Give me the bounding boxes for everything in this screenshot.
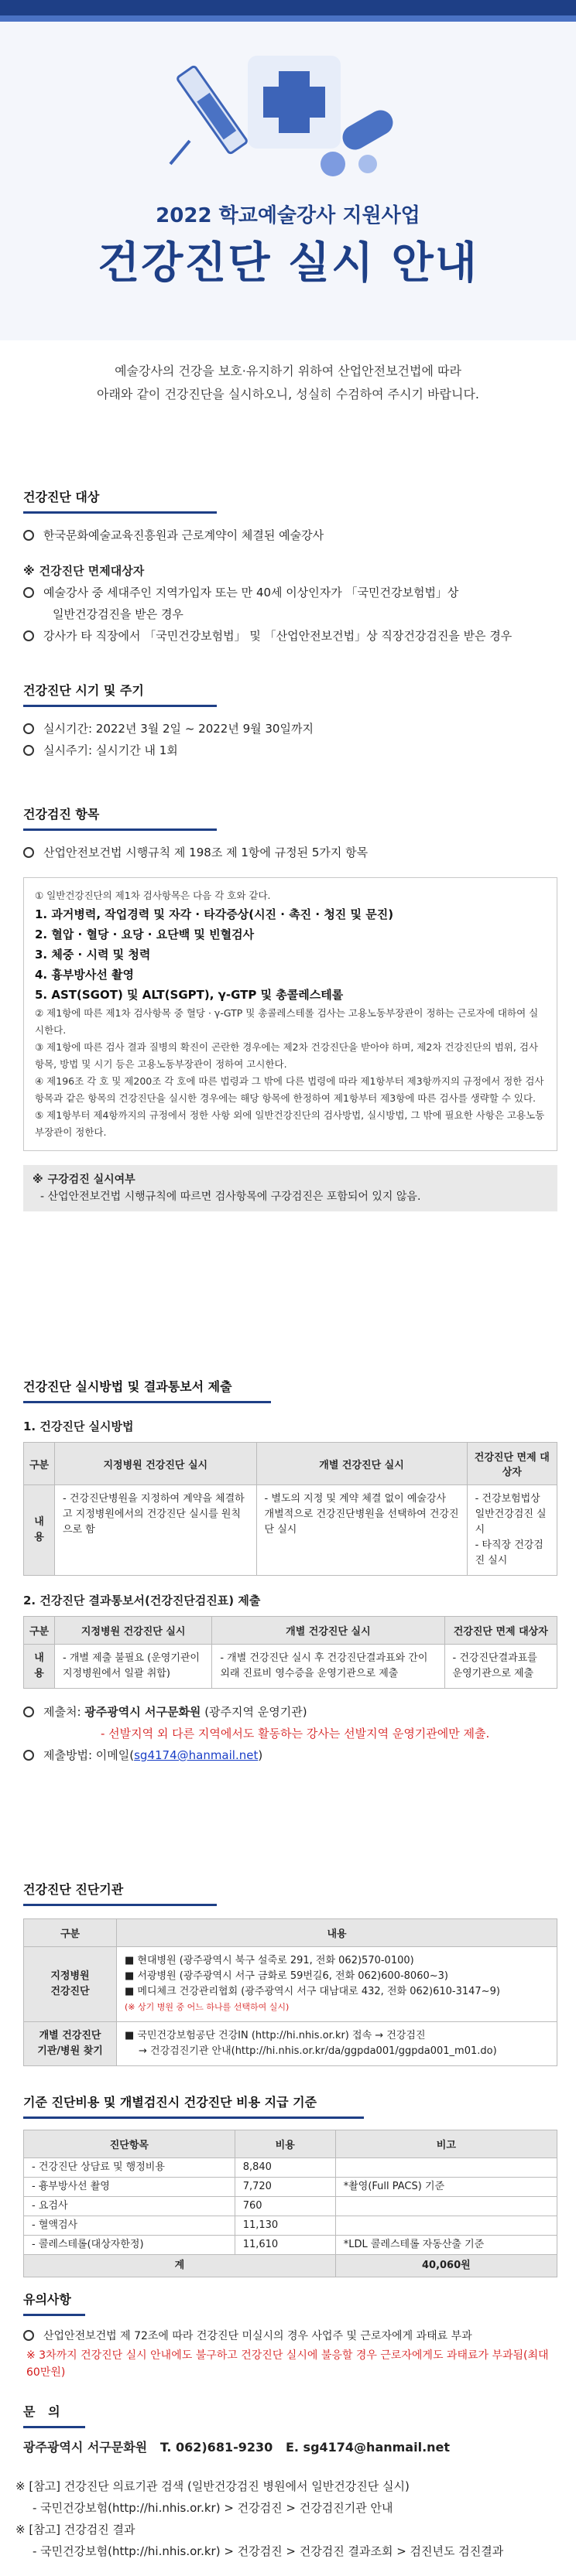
- law-excerpt-box: [23, 877, 557, 1151]
- table-row: - 요검사 760: [24, 2197, 557, 2216]
- intro-text: [0, 360, 576, 406]
- hospital-link[interactable]: ■ 국민건강보험공단 건강IN (http://hi.nhis.or.kr) 접속 → 건강검진: [125, 2030, 426, 2041]
- box-note: ⑤ 제1항부터 제4항까지의 규정에서 정한 사항 외에 일반건강진단의 검사방법, 실시방법, 그 밖에 필요한 사항은 고용노동부장관이 정한다.: [35, 1109, 545, 1138]
- oral-exam-title: ※ 구강검진 실시여부: [33, 1174, 135, 1186]
- cost-table: [23, 2130, 557, 2277]
- bullet-circle-icon: [23, 630, 34, 641]
- box-list-item: 5. AST(SGOT) 및 ALT(SGPT), γ-GTP 및 총콜레스테롤: [35, 988, 344, 1002]
- table-header: 지정병원 건강진단 실시: [55, 1443, 257, 1485]
- caution-item: 산업안전보건법 제 72조에 따라 건강진단 미실시의 경우 사업주 및 근로자에게 과태료 부과: [23, 2325, 557, 2347]
- box-list-item: 2. 혈압 · 혈당 · 요당 · 요단백 및 빈혈검사: [35, 928, 255, 941]
- header-accent-bar: [0, 15, 576, 22]
- table-cell: [117, 2022, 557, 2066]
- intro-line: 아래와 같이 건강진단을 실시하오니, 성실히 수검하여 주시기 바랍니다.: [97, 387, 479, 401]
- bullet-circle-icon: [23, 723, 34, 734]
- box-list-item: 1. 과거병력, 작업경력 및 자각 · 타각증상(시진 · 촉진 · 청진 및 문진): [35, 907, 394, 921]
- submit-table: [23, 1616, 557, 1689]
- list-item: 강사가 타 직장에서 「국민건강보험법」 및 「산업안전보건법」상 직장건강검진을 받은 경우: [23, 625, 557, 647]
- submit-warning: - 선발지역 외 다른 지역에서도 활동하는 강사는 선발지역 운영기관에만 제출.: [101, 1727, 490, 1741]
- ref-note: ※ [참고] 건강검진 결과: [15, 2523, 135, 2537]
- table-row-label: 지정병원 건강진단: [24, 1947, 117, 2022]
- section-title: 건강진단 대상: [23, 487, 217, 514]
- table-row: - 콜레스테롤(대상자한정) 11,610 *LDL 콜레스테롤 자동산출 기준: [24, 2236, 557, 2255]
- table-cell: - 개별 제출 불필요 (운영기관이 지정병원에서 일괄 취합): [55, 1645, 212, 1689]
- method-table: [23, 1442, 557, 1576]
- section-items: [23, 805, 557, 1211]
- box-note: ② 제1항에 따른 제1차 검사항목 중 혈당 · γ-GTP 및 총콜레스테롤 검사는 고용노동부장관이 정하는 근로자에 대하여 실시한다.: [35, 1007, 539, 1036]
- hospital-note: (※ 상기 병원 중 어느 하나를 선택하여 실시): [125, 2002, 290, 2012]
- oral-exam-text: - 산업안전보건법 시행규칙에 따르면 검사항목에 구강검진은 포함되어 있지 않음.: [40, 1191, 421, 1203]
- bullet-circle-icon: [23, 745, 34, 756]
- table-header: 비용: [235, 2130, 335, 2158]
- hospital-item: ■ 메디체크 건강관리협회 (광주광역시 서구 대남대로 432, 전화 062)610-3147~9): [125, 1986, 500, 1997]
- intro-line: 예술강사의 건강을 보호·유지하기 위하여 산업안전보건법에 따라: [115, 364, 461, 378]
- table-row: - 흉부방사선 촬영 7,720 *촬영(Full PACS) 기준: [24, 2178, 557, 2197]
- section-title: 건강진단 실시방법 및 결과통보서 제출: [23, 1377, 271, 1403]
- table-row-label: 내용: [24, 1645, 55, 1689]
- header-banner: [0, 0, 576, 340]
- table-cell: - 개별 건강진단 실시 후 건강진단결과표와 간이 외래 진료비 영수증을 운영기관으로 제출: [212, 1645, 444, 1689]
- bullet-circle-icon: [23, 530, 34, 541]
- hospital-item: ■ 서광병원 (광주광역시 서구 금화로 59번길6, 전화 062)600-8060~3): [125, 1970, 448, 1982]
- table-header: 구분: [24, 1443, 55, 1485]
- ref-link[interactable]: - 국민건강보험(http://hi.nhis.or.kr) > 건강검진 > 건강검진기관 안내: [33, 2501, 393, 2515]
- hospital-link[interactable]: → 건강검진기관 안내(http://hi.nhis.or.kr/da/ggpda001/ggpda001_m01.do): [139, 2045, 497, 2057]
- box-intro: ① 일반건강진단의 제1차 검사항목은 다음 각 호와 같다.: [35, 890, 271, 901]
- bullet-circle-icon: [23, 2330, 34, 2341]
- table-header: 개별 건강진단 실시: [212, 1617, 444, 1645]
- ref-link[interactable]: - 국민건강보험(http://hi.nhis.or.kr) > 건강검진 > 건강검진 결과조회 > 검진년도 검진결과: [33, 2544, 504, 2558]
- ref-note: ※ [참고] 건강진단 의료기관 검색 (일반건강검진 병원에서 일반건강진단 실시): [15, 2479, 410, 2493]
- bullet-circle-icon: [23, 1707, 34, 1717]
- list-item: 산업안전보건법 시행규칙 제 198조 제 1항에 규정된 5가지 항목: [23, 842, 557, 863]
- section-title: 기준 진단비용 및 개별검진시 건강진단 비용 지급 기준: [23, 2093, 364, 2119]
- oral-exam-box: [23, 1165, 557, 1211]
- bullet-circle-icon: [23, 1750, 34, 1761]
- contact-info: 광주광역시 서구문화원 T. 062)681-9230 E. sg4174@hanmail.net: [23, 2440, 451, 2455]
- list-item: 예술강사 중 세대주인 지역가입자 또는 만 40세 이상인자가 「국민건강보험법」상: [23, 582, 557, 603]
- section-target: [23, 487, 557, 647]
- box-note: ③ 제1항에 따른 검사 결과 질병의 확진이 곤란한 경우에는 제2차 건강진단을 받아야 하며, 제2차 건강진단의 범위, 검사항목, 방법 및 시기 등은 고용노동부장관이 정하여 고시한다.: [35, 1041, 538, 1070]
- table-header: 지정병원 건강진단 실시: [55, 1617, 212, 1645]
- list-item: 한국문화예술교육진흥원과 근로계약이 체결된 예술강사: [23, 524, 557, 546]
- section-method: [23, 1377, 557, 1766]
- subsection-title: 2. 건강진단 결과통보서(건강진단검진표) 제출: [23, 1594, 261, 1607]
- table-header: 건강진단 면제 대상자: [444, 1617, 557, 1645]
- table-header: 건강진단 면제 대상자: [467, 1443, 557, 1485]
- section-refs: [15, 2475, 550, 2562]
- list-item: 실시기간: 2022년 3월 2일 ~ 2022년 9월 30일까지: [23, 718, 557, 740]
- box-list-item: 4. 흉부방사선 촬영: [35, 968, 135, 982]
- table-row: - 건강진단 상담료 및 행정비용 8,840: [24, 2158, 557, 2178]
- bullet-circle-icon: [23, 587, 34, 598]
- medical-illustration-icon: [155, 48, 410, 187]
- section-caution: [23, 2290, 557, 2381]
- box-note: ④ 제196조 각 호 및 제200조 각 호에 따른 법령과 그 밖에 다른 법령에 따라 제1항부터 제3항까지의 규정에서 정한 검사항목과 같은 항목의 건강진단을 실시한 경우에는 해당 항목에 한정하여 제1항부터 제3항에 따른 검사를 생략할 수 있다.: [35, 1075, 544, 1104]
- table-header: 개별 건강진단 실시: [256, 1443, 467, 1485]
- section-title: 건강검진 항목: [23, 805, 217, 831]
- table-cell: - 별도의 지정 및 계약 체결 없이 예술강사 개별적으로 건강진단병원을 선택하여 건강진단 실시: [256, 1485, 467, 1576]
- hospital-table: [23, 1918, 557, 2066]
- table-header: 비고: [335, 2130, 557, 2158]
- header-top-bar: [0, 0, 576, 15]
- page-title: 건강진단 실시 안내: [98, 238, 478, 289]
- submit-place: 제출처: 광주광역시 서구문화원 (광주지역 운영기관): [23, 1701, 557, 1723]
- bullet-circle-icon: [23, 847, 34, 858]
- list-item: 실시주기: 실시기간 내 1회: [23, 740, 557, 761]
- table-cell: - 건강진단결과표를 운영기관으로 제출: [444, 1645, 557, 1689]
- section-title: 문 의: [23, 2402, 85, 2428]
- subsection-title: 1. 건강진단 실시방법: [23, 1420, 134, 1433]
- hospital-item: ■ 현대병원 (광주광역시 북구 설죽로 291, 전화 062)570-0100): [125, 1955, 414, 1966]
- table-cell: [117, 1947, 557, 2022]
- header-subtitle: 2022 학교예술강사 지원사업: [156, 204, 420, 227]
- table-header: 내용: [117, 1919, 557, 1947]
- section-title: 건강진단 진단기관: [23, 1880, 217, 1906]
- table-header: 진단항목: [24, 2130, 235, 2158]
- table-row: - 혈액검사 11,130: [24, 2216, 557, 2236]
- total-row: 계 40,060원: [24, 2255, 557, 2277]
- submit-method: 제출방법: 이메일(sg4174@hanmail.net): [23, 1744, 557, 1766]
- table-header: 구분: [24, 1617, 55, 1645]
- exempt-title: ※ 건강진단 면제대상자: [23, 564, 145, 578]
- box-list-item: 3. 체중 · 시력 및 청력: [35, 948, 151, 962]
- section-hospital: [23, 1880, 557, 2066]
- email-link[interactable]: sg4174@hanmail.net: [134, 1748, 259, 1762]
- section-title: 건강진단 시기 및 주기: [23, 681, 217, 707]
- list-item-continued: 일반건강검진을 받은 경우: [53, 607, 183, 621]
- table-cell: - 건강보험법상 일반건강검진 실시 - 타직장 건강검진 실시: [467, 1485, 557, 1576]
- section-period: [23, 681, 557, 761]
- caution-warning: ※ 3차까지 건강진단 실시 안내에도 불구하고 건강진단 실시에 불응할 경우 근로자에게도 과태료가 부과됨(최대 60만원): [26, 2349, 549, 2379]
- table-row-label: 내용: [24, 1485, 55, 1576]
- syringe-icon: [170, 66, 248, 164]
- table-row-label: 개별 건강진단 기관/병원 찾기: [24, 2022, 117, 2066]
- section-cost: [23, 2093, 557, 2277]
- section-title: 유의사항: [23, 2290, 85, 2316]
- table-cell: - 건강진단병원을 지정하여 계약을 체결하고 지정병원에서의 건강진단 실시를 원칙으로 함: [55, 1485, 257, 1576]
- section-contact: [23, 2402, 557, 2455]
- table-header: 구분: [24, 1919, 117, 1947]
